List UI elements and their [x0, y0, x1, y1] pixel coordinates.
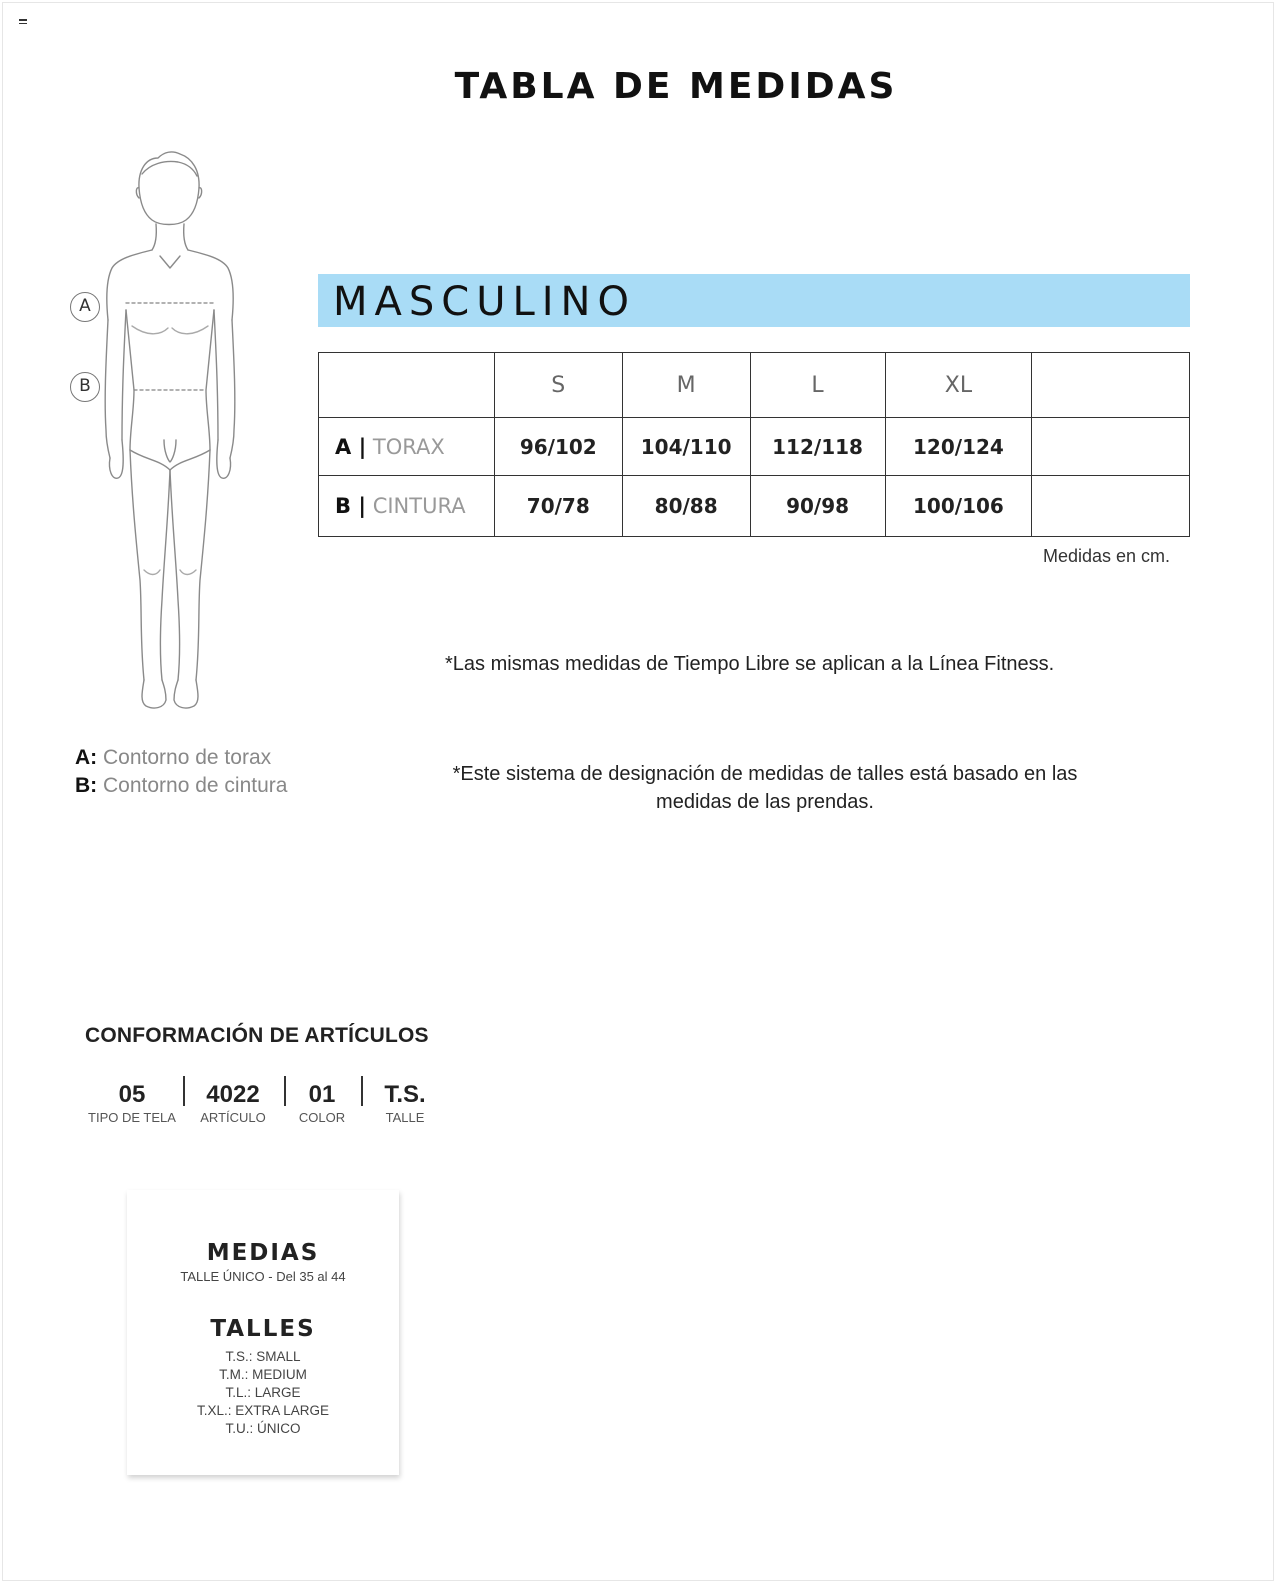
units-note: Medidas en cm.: [1043, 546, 1171, 566]
list-item: T.L.: LARGE: [225, 1385, 301, 1400]
table-row-torax: [319, 418, 1190, 476]
code-label: COLOR: [298, 1110, 346, 1125]
list-item: T.S.: SMALL: [225, 1349, 301, 1364]
page-title: TABLA DE MEDIDAS: [454, 66, 898, 107]
table-cell: 70/78: [494, 476, 622, 537]
code-value: 05: [118, 1081, 146, 1108]
table-cell: [1032, 476, 1190, 537]
table-cell: 90/98: [750, 476, 885, 537]
legend-key-b: B:: [75, 774, 98, 797]
header-cell-m: M: [622, 353, 750, 418]
body-figure-illustration: [60, 140, 290, 730]
table-cell: 100/106: [885, 476, 1032, 537]
fitness-note: *Las mismas medidas de Tiempo Libre se aplican a la Línea Fitness.: [445, 653, 1055, 675]
row-key-a: A |: [335, 434, 367, 459]
masculino-banner: [318, 274, 1190, 327]
hamburger-icon[interactable]: [19, 19, 27, 26]
table-row-cintura: [319, 476, 1190, 537]
code-label: ARTÍCULO: [200, 1110, 266, 1125]
code-part-color: [293, 1080, 351, 1126]
list-item: T.XL.: EXTRA LARGE: [196, 1403, 330, 1418]
row-key-b: B |: [335, 494, 366, 518]
header-cell-blank: [1032, 353, 1190, 418]
list-item: T.U.: ÚNICO: [225, 1421, 301, 1436]
size-table: [318, 352, 1190, 537]
row-label-text: TORAX: [372, 434, 445, 459]
code-divider: [361, 1076, 363, 1106]
medias-subtitle: TALLE ÚNICO - Del 35 al 44: [180, 1269, 346, 1284]
row-label-cintura: [319, 476, 495, 537]
code-part-articulo: [193, 1080, 273, 1126]
measurement-legend: [75, 744, 287, 800]
code-divider: [183, 1076, 185, 1106]
table-cell: 80/88: [622, 476, 750, 537]
legend-text-b: Contorno de cintura: [103, 774, 288, 797]
banner-label: MASCULINO: [333, 279, 636, 325]
table-cell: 112/118: [750, 418, 885, 476]
table-cell: 120/124: [885, 418, 1032, 476]
code-label: TALLE: [385, 1110, 425, 1125]
talles-list: [127, 1348, 399, 1438]
table-cell: 104/110: [622, 418, 750, 476]
header-cell-xl: XL: [885, 353, 1032, 418]
marker-a-circle: A: [70, 292, 100, 322]
header-cell-empty: [319, 353, 495, 418]
talles-title: TALLES: [210, 1316, 316, 1342]
code-part-tipo-tela: [87, 1080, 177, 1126]
list-item: T.M.: MEDIUM: [219, 1367, 307, 1382]
legend-text-a: Contorno de torax: [103, 746, 272, 769]
system-note: *Este sistema de designación de medidas de talles está basado en las medidas de las prendas.: [452, 763, 1078, 813]
legend-key-a: A:: [75, 746, 98, 769]
code-divider: [284, 1076, 286, 1106]
header-cell-l: L: [750, 353, 885, 418]
marker-b-circle: B: [70, 372, 100, 402]
code-part-talle: [377, 1080, 433, 1126]
medias-talles-card: [127, 1190, 399, 1475]
code-value: 01: [308, 1081, 336, 1108]
row-label-text: CINTURA: [372, 494, 466, 518]
header-cell-s: S: [494, 353, 622, 418]
code-value: T.S.: [384, 1081, 426, 1108]
legend-item-a: [75, 744, 287, 772]
conformacion-title: CONFORMACIÓN DE ARTÍCULOS: [85, 1024, 429, 1047]
size-table-header-row: [319, 353, 1190, 418]
table-cell: 96/102: [494, 418, 622, 476]
row-label-torax: [319, 418, 495, 476]
code-value: 4022: [206, 1081, 260, 1108]
legend-item-b: [75, 772, 287, 800]
medias-title: MEDIAS: [206, 1240, 320, 1266]
table-cell: [1032, 418, 1190, 476]
code-label: TIPO DE TELA: [88, 1110, 176, 1125]
